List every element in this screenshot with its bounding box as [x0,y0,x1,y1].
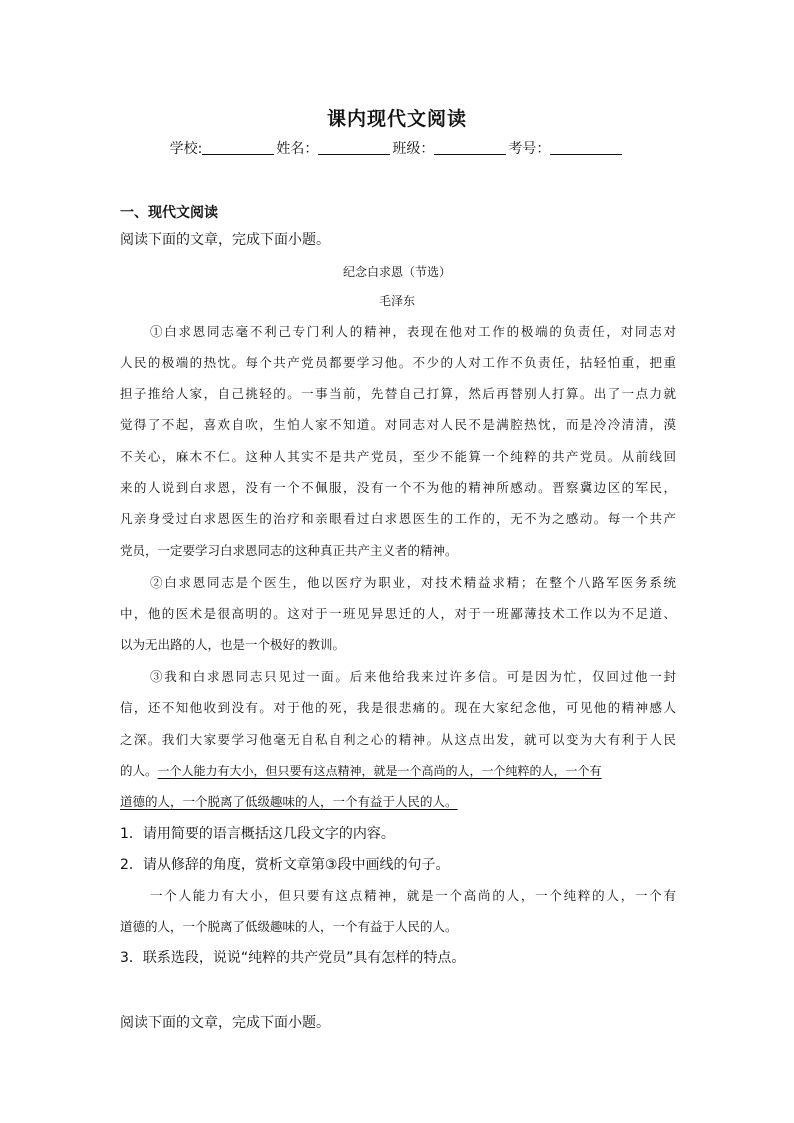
school-label: 学校: [169,141,203,157]
article-line: 担子推给人家，自己挑轻的。一事当前，先替自己打算，然后再替别人打算。出了一点力就 [120,386,676,401]
underlined-sentence: 一个人能力有大小，但只要有这点精神，就是一个高尚的人，一个纯粹的人，一个有 [157,764,602,778]
article-line: 人民的极端的热忱。每个共产党员都要学习他。不少的人对工作不负责任，拈轻怕重，把重 [120,355,676,370]
name-blank[interactable] [318,140,390,155]
article-line: ①白求恩同志毫不利己专门利人的精神，表现在他对工作的极端的负责任，对同志对 [150,324,676,339]
article-line: 觉得了不起，喜欢自吹，生怕人家不知道。对同志对人民不是满腔热忱，而是冷冷清清，漠 [120,417,676,432]
document-title: 课内现代文阅读 [326,108,467,130]
class-blank[interactable] [434,140,506,155]
class-label: 班级： [392,141,435,157]
article-line-plain: 的人。 [120,763,158,778]
section-heading: 一、现代文阅读 [120,205,218,221]
question-3: 3．联系选段，说说“纯粹的共产党员”具有怎样的特点。 [120,950,466,966]
article-title: 纪念白求恩（节选） [342,265,451,279]
question-2-quote: 道德的人，一个脱离了低级趣味的人，一个有益于人民的人。 [120,919,458,934]
article-line: 不关心，麻木不仁。这种人其实不是共产党员，至少不能算一个纯粹的共产党员。从前线回 [120,449,676,464]
article-line: 凡亲身受过白求恩医生的治疗和亲眼看过白求恩医生的工作的，无不为之感动。每一个共产 [120,511,676,526]
student-info-row [0,138,794,158]
article-line: 之深。我们大家要学习他毫无自私自利之心的精神。从这点出发，就可以变为大有利于人民 [120,732,676,747]
article-line: 来的人说到白求恩，没有一个不佩服，没有一个不为他的精神所感动。晋察冀边区的军民， [120,480,676,495]
article-line-mixed [120,761,676,779]
section-instruction: 阅读下面的文章，完成下面小题。 [120,232,330,248]
article-line: 信，还不知他收到没有。对于他的死，我是很悲痛的。现在大家纪念他，可见他的精神感人 [120,700,676,715]
number-label: 考号： [508,141,551,157]
article-author: 毛泽东 [378,294,415,308]
article-line: ②白求恩同志是个医生，他以医疗为职业，对技术精益求精；在整个八路军医务系统 [150,575,676,590]
school-blank[interactable] [202,140,274,155]
number-blank[interactable] [550,140,622,155]
next-instruction: 阅读下面的文章，完成下面小题。 [120,1015,330,1031]
article-line: 党员，一定要学习白求恩同志的这种真正共产主义者的精神。 [120,543,458,558]
question-1: 1．请用简要的语言概括这几段文字的内容。 [120,826,395,842]
question-2: 2．请从修辞的角度，赏析文章第③段中画线的句子。 [120,857,450,873]
name-label: 姓名： [276,141,319,157]
question-2-quote: 一个人能力有大小，但只要有这点精神，就是一个高尚的人，一个纯粹的人，一个有 [150,888,676,903]
article-line: ③我和白求恩同志只见过一面。后来他给我来过许多信。可是因为忙，仅回过他一封 [150,669,676,684]
article-line: 以为无出路的人，也是一个极好的教训。 [120,637,346,652]
underlined-sentence-cont: 道德的人，一个脱离了低级趣味的人，一个有益于人民的人。 [120,794,458,809]
article-line: 中，他的医术是很高明的。这对于一班见异思迁的人，对于一班鄙薄技术工作以为不足道、 [120,606,676,621]
